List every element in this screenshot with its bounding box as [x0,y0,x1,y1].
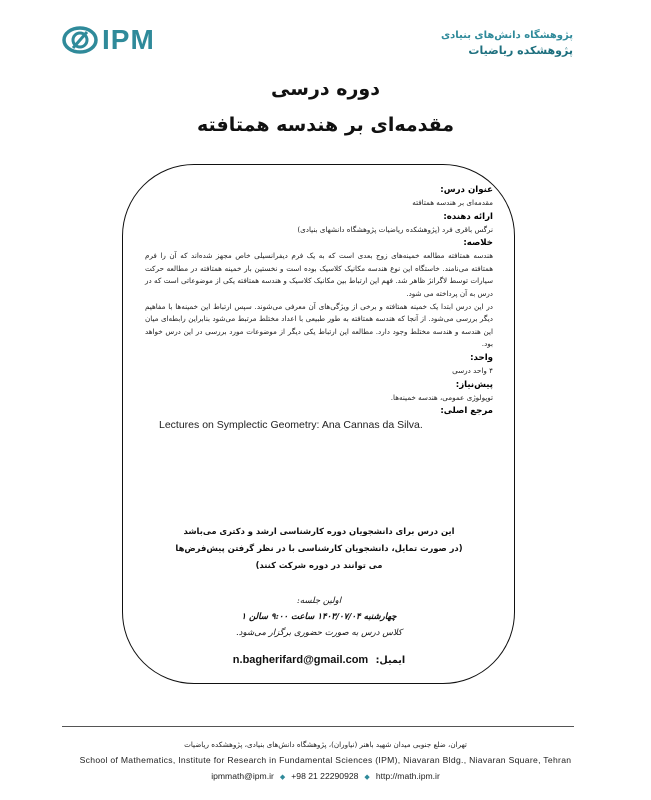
diamond-separator-icon: ◆ [364,774,370,781]
institute-line: پژوهشگاه دانش‌های بنیادی [440,30,573,41]
title-label: عنوان درس: [440,185,493,195]
reference-value: Lectures on Symplectic Geometry: Ana Cannas da Silva. [159,419,423,432]
title-value: مقدمه‌ای بر هندسه همتافته [412,198,493,207]
summary-paragraph-1: هندسه همتافته مطالعه خمینه‌های زوج بعدی است که به یک فرم دیفرانسیلی خاص مجهز شده‌اند که آن را فرم همتافته می‌نامند. خاستگاه این نوع هندسه مکانیک کلاسیک بوده است و نخستین بار خمینه همتافته در مطالعه حرکت سیارات توسط لاگرانژ ظاهر شد. فهم این ارتباط بین مکانیک کلاسیک و هندسه همتافته یکی از موضوعاتی است که در درس به آن پرداخته می شود. [145,251,493,298]
email-label: ایمیل: [375,655,406,666]
first-session [130,593,508,641]
session-datetime: چهارشنبه ۱۴۰۳/۰۷/۰۴ ساعت ۹:۰۰ سالن ۱ [241,612,397,622]
presenter-value: نرگس باقری فرد (پژوهشکده ریاضیات پژوهشگاه دانشهای بنیادی) [297,224,493,234]
prerequisite-label: پیش‌نیاز: [455,379,493,390]
contact-email [130,654,508,666]
reference-label: مرجع اصلی: [440,406,493,417]
notice-line-1: این درس برای دانشجویان دوره کارشناسی ارشد و دکتری می‌باشد [183,526,455,536]
course-title: مقدمه‌ای بر هندسه همتافته [196,114,455,136]
footer-email[interactable]: ipmmath@ipm.ir [211,771,274,781]
footer-address-en: School of Mathematics, Institute for Research in Fundamental Sciences (IPM), Niavaran Bldg., Niavaran Square, Tehran [79,755,572,765]
footer-website[interactable]: http://math.ipm.ir [375,771,440,781]
page-title: دوره درسی [271,78,380,100]
school-line: پژوهشکده ریاضیات [468,44,573,57]
units-value: ۴ واحد درسی [452,365,493,375]
logo-text: IPM [102,24,155,55]
eligibility-notice [130,523,508,574]
footer-address-fa: تهران، ضلع جنوبی میدان شهید باهنر (نیاوران)، پژوهشگاه دانش‌های بنیادی، پژوهشکده ریاضیات [184,740,467,749]
footer-divider [62,726,574,727]
notice-line-2: (در صورت تمایل، دانشجویان کارشناسی با در نظر گرفتن پیش‌فرض‌ها [175,543,463,553]
course-details [145,183,493,433]
units-label: واحد: [470,352,493,363]
presenter-label: ارائه دهنده: [443,211,493,222]
footer-phone: +98 21 22290928 [291,771,359,781]
ipm-emblem-icon [62,26,98,54]
ipm-logo [62,26,155,54]
prerequisite-value: توپولوژی عمومی، هندسه خمینه‌ها. [390,392,493,402]
session-label: اولین جلسه: [296,596,342,606]
institute-name [441,28,573,58]
diamond-separator-icon: ◆ [279,774,286,781]
email-address[interactable]: n.bagherifard@gmail.com [232,654,369,666]
notice-line-3: می توانند در دوره شرکت کنند) [255,560,383,570]
summary-label: خلاصه: [463,238,493,249]
session-format: کلاس درس به صورت حضوری برگزار می‌شود. [235,628,403,638]
summary-paragraph-2: در این درس ابتدا یک خمینه همتافته و برخی از ویژگی‌های آن معرفی می‌شوند. سپس ارتباط این خمینه‌ها با مفاهیم دیگر بررسی می‌شود. از آنجا که هندسه همتافته به طور طبیعی با اعداد مختلط مرتبط می‌شود بنابراین رابطه‌ای میان این هندسه و هندسه مختلط وجود دارد. مطالعه این ارتباط یکی دیگر از موضوعات مورد بررسی در این درس خواهد بود. [145,301,493,349]
footer-contacts [0,771,651,781]
